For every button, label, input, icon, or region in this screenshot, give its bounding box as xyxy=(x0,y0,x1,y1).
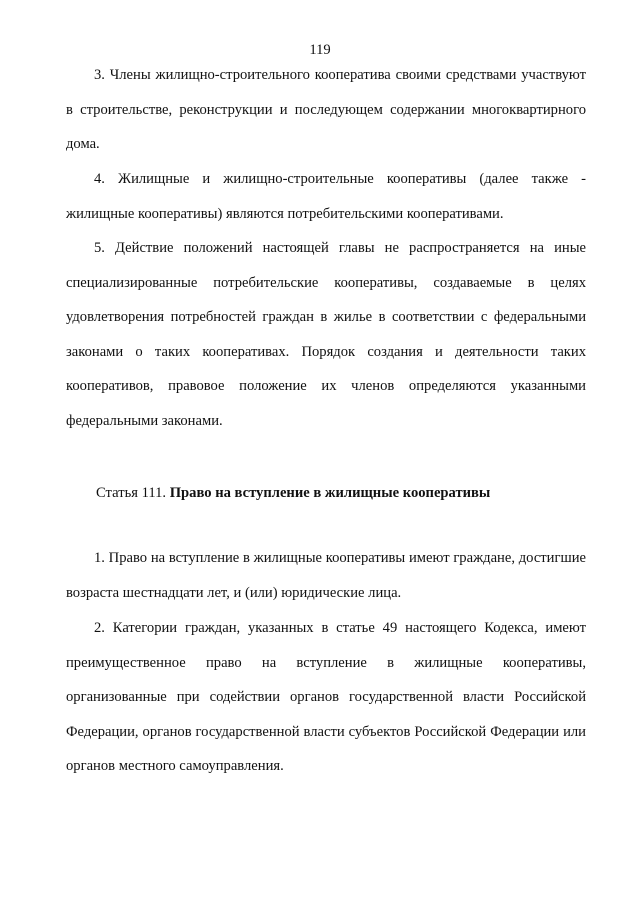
article-heading xyxy=(96,476,490,510)
article-number: Статья 111. xyxy=(96,485,167,501)
paragraph-4: 4. Жилищные и жилищно-строительные кооперативы (далее также - жилищные кооперативы) являются потребительскими кооперативами. xyxy=(66,171,586,222)
paragraph-3: 3. Члены жилищно-строительного кооператива своими средствами участвуют в строительстве, реконструкции и последующем содержании многоквартирного дома. xyxy=(66,67,586,152)
article-paragraph-1: 1. Право на вступление в жилищные кооперативы имеют граждане, достигшие возраста шестнадцати лет, и (или) юридические лица. xyxy=(66,550,586,601)
article-paragraph-2: 2. Категории граждан, указанных в статье 49 настоящего Кодекса, имеют преимущественное право на вступление в жилищные кооперативы, организованные при содействии органов государственной власти Российской Федерации, органов государственной власти субъектов Российской Федерации или органов местного самоуправления. xyxy=(66,620,586,774)
article-title: Право на вступление в жилищные кооперативы xyxy=(169,485,491,501)
page-number: 119 xyxy=(309,42,331,58)
paragraph-5: 5. Действие положений настоящей главы не распространяется на иные специализированные потребительские кооперативы, создаваемые в целях удовлетворения потребностей граждан в жилье в соответствии с федеральными законами о таких кооперативах. Порядок создания и деятельности таких кооперативов, правовое положение их членов определяются указанными федеральными законами. xyxy=(66,240,586,429)
